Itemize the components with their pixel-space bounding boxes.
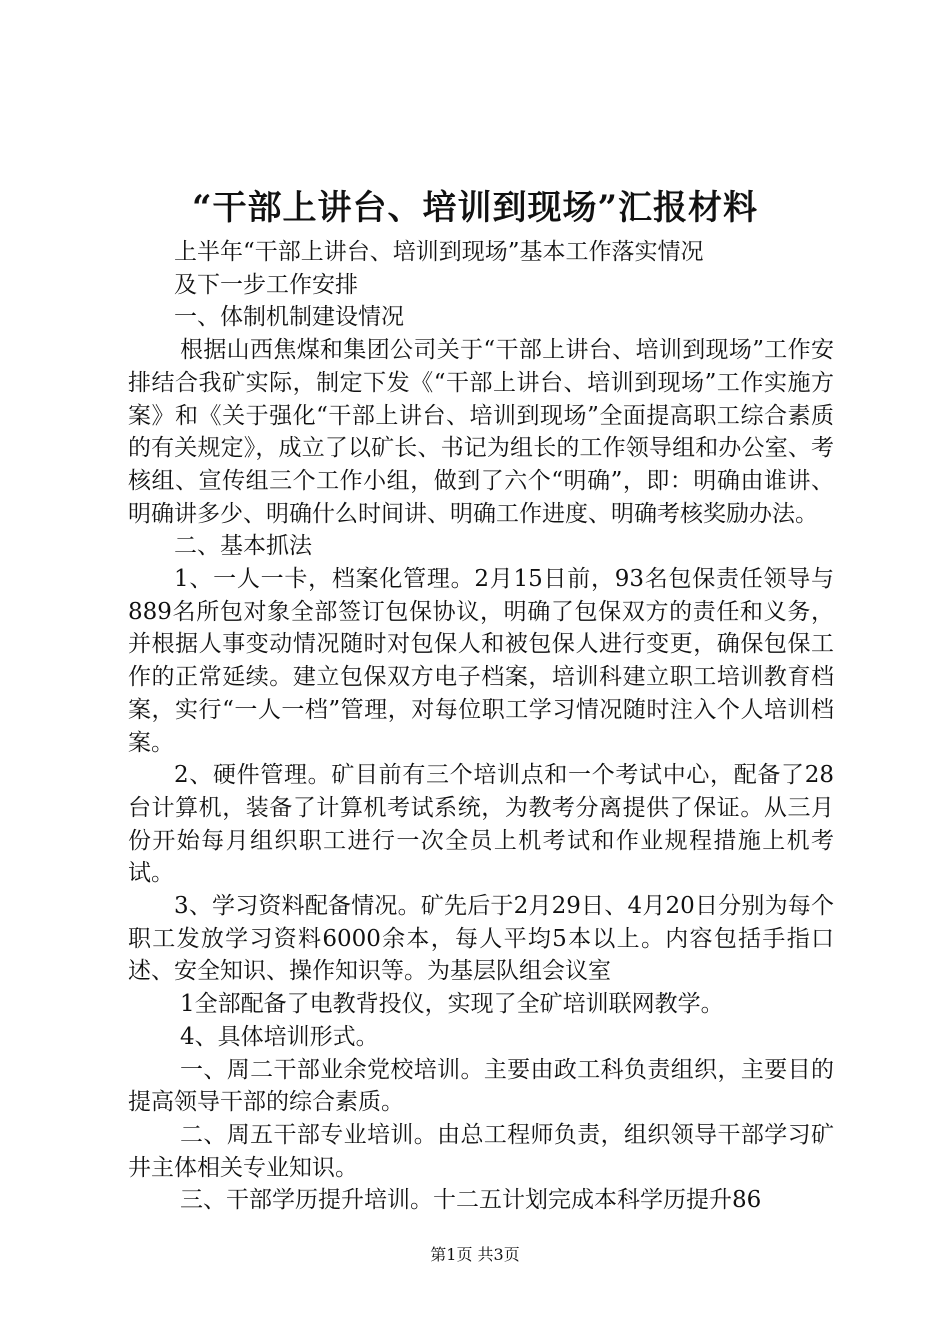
paragraph: 根据山西焦煤和集团公司关于“干部上讲台、培训到现场”工作安排结合我矿实际，制定下发《“干部上讲台、培训到现场”工作实施方案》和《关于强化“干部上讲台、培训到现场”全面提高职工综合素质的有关规定》，成立了以矿长、书记为组长的工作领导组和办公室、考核组、宣传组三个工作小组，做到了六个“明确”，即：明确由谁讲、明确讲多少、明确什么时间讲、明确工作进度、明确考核奖励办法。 [128,337,834,527]
paragraph: 2、硬件管理。矿目前有三个培训点和一个考试中心，配备了28台计算机，装备了计算机考试系统，为教考分离提供了保证。从三月份开始每月组织职工进行一次全员上机考试和作业规程措施上机考试。 [128,762,834,887]
page-number: 第1页 共3页 [430,1245,520,1264]
subtitle-line-2: 及下一步工作安排 [174,271,358,298]
section-heading: 一、体制机制建设情况 [174,304,404,331]
paragraph: 1、一人一卡，档案化管理。2月15日前，93名包保责任领导与889名所包对象全部签订包保协议，明确了包保双方的责任和义务，并根据人事变动情况随时对包保人和被包保人进行变更，确保包保工作的正常延续。建立包保双方电子档案，培训科建立职工培训教育档案，实行“一人一档”管理，对每位职工学习情况随时注入个人培训档案。 [128,566,834,756]
paragraph: 1全部配备了电教背投仪，实现了全矿培训联网教学。 [180,991,724,1018]
document-body [128,236,834,1217]
paragraph: 3、学习资料配备情况。矿先后于2月29日、4月20日分别为每个职工发放学习资料6000余本，每人平均5本以上。内容包括手指口述、安全知识、操作知识等。为基层队组会议室 [128,893,834,985]
paragraph: 三、干部学历提升培训。十二五计划完成本科学历提升86 [180,1187,762,1214]
paragraph: 二、周五干部专业培训。由总工程师负责，组织领导干部学习矿井主体相关专业知识。 [128,1121,834,1181]
subtitle-line-1: 上半年“干部上讲台、培训到现场”基本工作落实情况 [174,239,704,265]
section-heading: 二、基本抓法 [174,533,312,560]
paragraph: 4、具体培训形式。 [180,1023,379,1050]
document-title: “干部上讲台、培训到现场”汇报材料 [191,188,759,228]
paragraph: 一、周二干部业余党校培训。主要由政工科负责组织，主要目的提高领导干部的综合素质。 [128,1056,834,1116]
